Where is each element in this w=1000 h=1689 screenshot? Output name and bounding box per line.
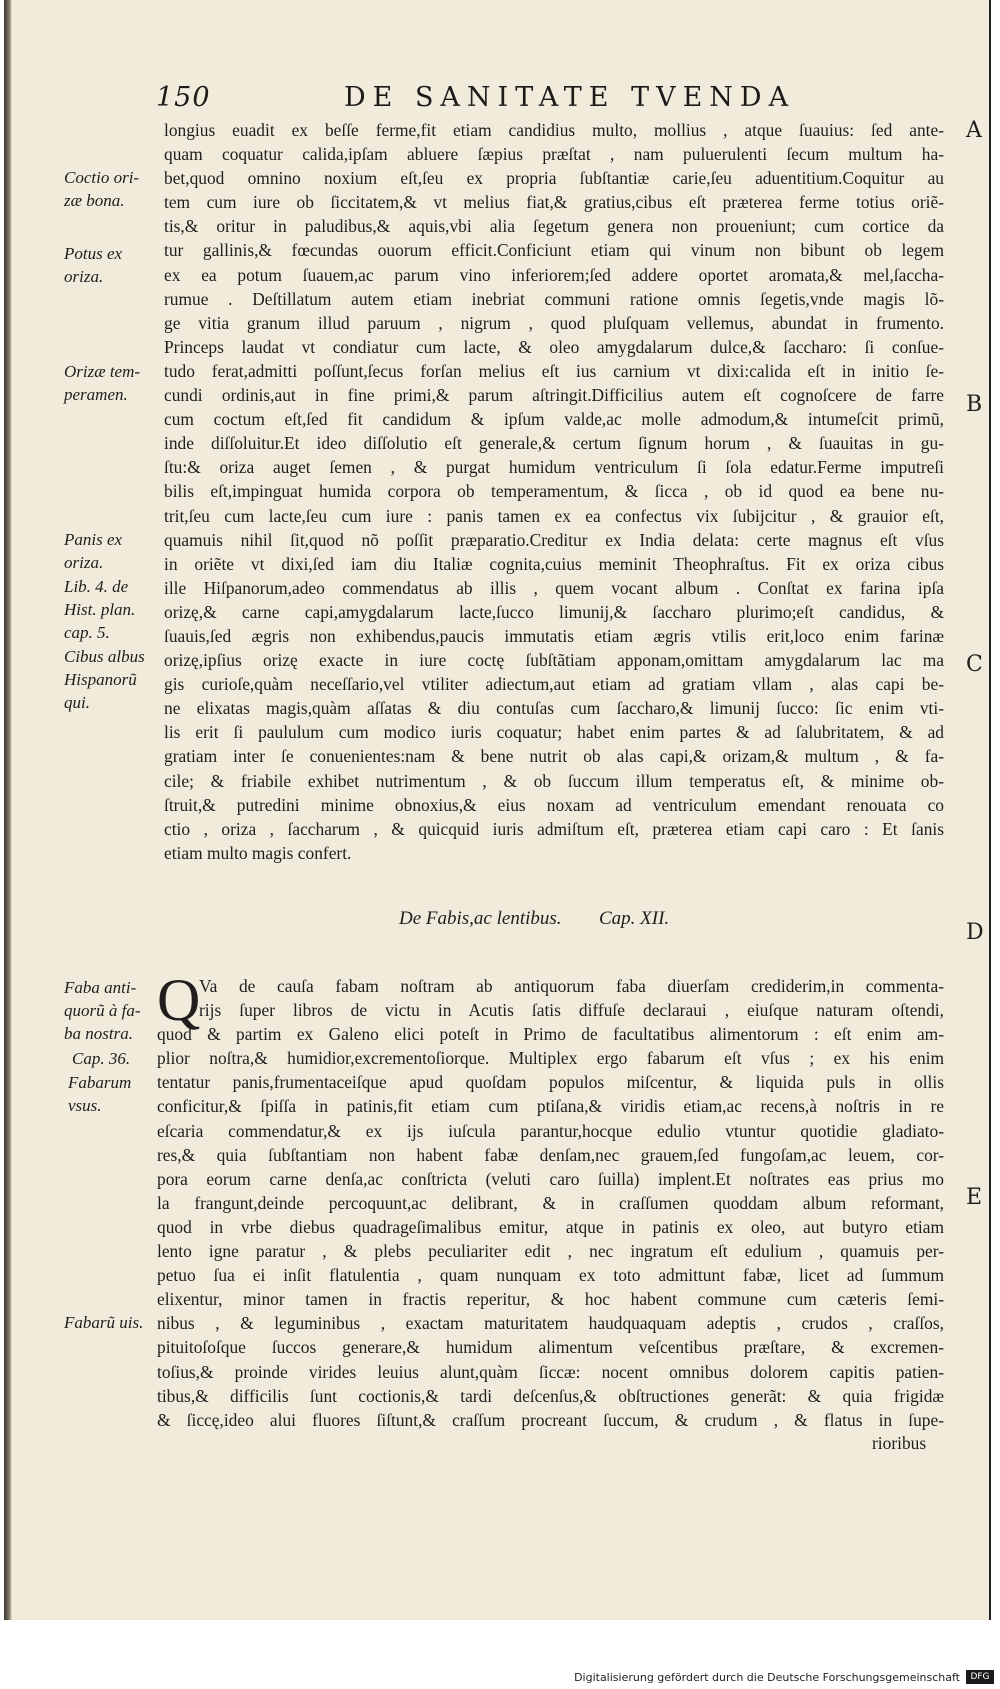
text-line: longius euadit ex beſſe ferme,fit etiam candidius multo, mollius , atque ſuauius: ſed ante- [164,120,944,140]
text-line: & ſiccę,ideo alui fluores ſiſtunt,& craſſum procreant ſuccum, & crudum , & flatus in ſupe- [157,1409,944,1430]
text-line: lis erit ſi paululum cum modico iuris coquatur; habet enim partes & ad ſalubritatem, & ad [164,722,944,743]
catchword: rioribus [872,1433,927,1453]
margin-note-line: oriza. [64,267,104,286]
chapter-number: Cap. XII. [599,908,670,929]
text-line: ſtruit,& putredini minime obnoxius,& eius noxam ad ventriculum emendant renouata co [164,794,944,815]
text-line: toſius,& proinde virides leuius alunt,quàm ſiccæ: nocent omnibus dolorem capitis patien- [157,1361,944,1382]
margin-note-potus [64,242,164,288]
margin-note-faba [64,976,164,1045]
text-line: pituitoſoſque ſuccos generare,& humidum alimentum veſcentibus præſtare, & excremen- [157,1337,944,1358]
text-line: conficitur,& ſpiſſa in patinis,fit etiam cum ptiſana,& viridis etiam,ac recens,à noſtris in re [157,1096,944,1117]
text-line: rijs ſuper libros de victu in Acutis ſatis diffuſe declaraui , eiuſque naturam oſtendi, [199,1000,944,1021]
margin-note-line: Cibus albus [64,647,145,666]
text-line: ſtu:& oriza auget ſemen , & purgat humidum ventriculum ſi ſola edatur.Ferme imputreſi [164,457,944,478]
margin-note-line: Hist. plan. [64,600,136,619]
section-letter-d: D [966,920,984,945]
text-line: quod & partim ex Galeno elici poteſt in Primo de facultatibus alimentorum : eſt enim am- [157,1024,944,1045]
drop-cap: Q [157,967,201,1033]
text-line: tur gallinis,& fœcundas ouorum efficit.Conficiunt etiam qui vinum non bibunt ob legem [164,240,944,261]
running-title: DE SANITATE TVENDA [344,82,796,113]
text-line: gratiam inter ſe conuenientes:nam & bene nutrit ob alas capi,& orizam,& multum , & fa- [164,746,944,767]
text-line: ctio , oriza , ſaccharum , & quicquid iuris admiſtum eſt, præterea etiam capi caro : Et ſanis [164,818,944,839]
section-letter-e: E [966,1185,983,1210]
book-page [4,0,991,1620]
text-line: inde diſſoluitur.Et ideo diſſolutio eſt generale,& certum ſignum horum , & ſuauitas in gu- [164,433,944,454]
margin-note-line: Fabarũ uis. [64,1313,144,1332]
text-line: petuo ſua ei inſit flatulentia , quam nunquam ex toto admittunt fabæ, licet ad ſummum [157,1265,944,1286]
text-line: cile; & friabile exhibet nutrimentum , & ob ſuccum illum temperatus eſt, & minime ob- [164,770,944,791]
page-gutter-shadow [4,0,12,1620]
margin-note-line: Orizæ tem- [64,362,141,381]
digitization-footer [0,1668,1000,1689]
margin-note-line: Faba anti- [64,978,137,997]
margin-note-panis [64,528,164,574]
text-line: rumue . Deſtillatum autem etiam inebriat communi ratione omnis ſegetis,vnde magis lõ- [164,288,944,309]
text-line: etiam multo magis confert. [164,842,352,863]
margin-note-coctio [64,166,164,212]
margin-note-line: oriza. [64,553,104,572]
margin-note-lib [64,575,164,644]
text-line: gis curioſe,quàm neceſſario,vel vtiliter adiectum,aut etiam ad gratiam vllam , alas capi be- [164,674,944,695]
text-line: Princeps laudat vt condiatur cum lacte, & oleo amygdalarum dulce,& ſaccharo: ſi conſue- [164,336,944,357]
section-letter-a: A [966,118,982,143]
margin-note-cibus [64,645,164,714]
margin-note-line: zæ bona. [64,191,125,210]
text-line: nibus , & leguminibus , exactam maturitatem haudquaquam adeptis , crudos , craſſos, [157,1313,944,1334]
text-line: lento igne paratur , & plebs peculiariter edit , nec ingratum eſt edulium , quamuis per- [157,1241,944,1262]
margin-note-line: Panis ex [64,530,123,549]
margin-note-fabarum-vsus [68,1071,168,1117]
footer-credit: Digitalisierung gefördert durch die Deutsche Forschungsgemeinschaft [574,1671,960,1684]
text-line: plior noſtra,& humidior,excrementoſiorque. Multiplex ergo fabarum eſt vſus ; ex his enim [157,1048,944,1069]
text-line: quamuis nihil ſit,quod nõ poſſit præparatio.Creditur ex India delata: certe magnus eſt vſus [164,529,944,550]
margin-note-line: Cap. 36. [72,1049,131,1068]
text-line: pora eorum carne denſa,ac conſtricta (veluti caro ſuilla) implent.Et noſtrates eas prius mo [157,1168,944,1189]
text-line: bilis eſt,impinguat humida corpora ob temperamentum, & ſicca , ob id quod ea bene nu- [164,481,944,502]
section-letter-c: C [966,652,983,677]
body-text-section-1 [164,118,944,865]
margin-note-line: vsus. [68,1096,102,1115]
text-line: res,& quia ſubſtantiam non habent fabæ denſam,nec grauem,ſed fungoſam,ac leuem, cor- [157,1144,944,1165]
text-line: Va de cauſa fabam noſtram ab antiquorum faba diuerſam crediderim,in commenta- [199,976,944,996]
text-line: ſuauis,ſed ægris non exhibendus,paucis immutatis etiam ægris vtilis erit,loco enim farinæ [164,625,944,646]
text-line: in oriẽte vt dixi,ſed iam diu Italiæ cognita,cuius meminit Theophraſtus. Fit ex oriza cibus [164,553,944,574]
section-letter-b: B [966,392,983,417]
page-number: 150 [156,82,211,113]
margin-note-line: peramen. [64,385,128,404]
margin-note-line: quorũ à fa- [64,1001,141,1020]
text-line: tis,& oritur in paludibus,& aquis,vbi alia ſegetum genera non proueniunt; cum cortice da [164,216,944,237]
dfg-logo: DFG [966,1670,994,1684]
margin-note-line: ba nostra. [64,1024,133,1043]
text-line: cundi ordinis,aut in fine primi,& parum aſtringit.Difficilius autem eſt cognoſcere de farre [164,385,944,406]
text-line: orizę,& carne capi,amygdalarum lacte,ſucco limunij,& ſaccharo plurimo;eſt candidus, & [164,601,944,622]
text-line: cum coctum eſt,ſed fit candidum & ipſum valde,ac molle admodum,& intumeſcit primũ, [164,409,944,430]
margin-note-fabarum-uis [64,1311,164,1334]
text-line: elixentur, minor tamen in fractis reperitur, & hoc habent commune cum cæteris ſemi- [157,1289,944,1310]
text-line: trit,ſeu cum lacte,ſeu cum iure : panis tamen ex ea confectus vix ſubijcitur , & grauior eſt, [164,505,944,526]
text-line: quam coquatur calida,ipſam abluere ſæpius præſtat , nam puluerulenti ſecum multum ha- [164,144,944,165]
text-line: bet,quod omnino noxium eſt,ſeu ex propria ſubſtantiæ carie,ſeu aduentitium.Coquitur au [164,168,944,189]
chapter-title: De Fabis,ac lentibus. [399,908,562,929]
text-line: tibus,& difficilis ſunt coctionis,& tardi deſcenſus,& obſtructiones generãt: & quia frigidæ [157,1385,944,1406]
body-text-section-2 [157,967,944,1432]
text-line: ille Hiſpanorum,adeo commendatus ab illis , quem vocant album . Conſtat ex farina ipſa [164,577,944,598]
text-line: ex ea potum ſuauem,ac parum vino inferiorem;ſed addere oportet aromata,& mel,ſaccha- [164,264,944,285]
text-line: eſcaria commendatur,& ex ijs iuſcula parantur,hocque edulio vtuntur quotidie gladiato- [157,1120,944,1141]
text-line: quod in vrbe diebus quadrageſimalibus emitur, atque in patinis ex oleo, aut butyro etiam [157,1216,944,1237]
margin-note-line: cap. 5. [64,623,110,642]
margin-note-line: Hispanorũ [64,670,137,689]
text-line: tudo ferat,admitti poſſunt,ſecus forſan melius eſt ius carnium vt dixi:calida eſt in initio ſe- [164,360,944,381]
running-header [4,82,989,112]
margin-note-line: Fabarum [68,1073,132,1092]
text-line: la frangunt,deinde percoquunt,ac delibrant, & in craſſumen quoddam album reformant, [157,1192,944,1213]
text-line: orizę,ipſius orizę exacte in iure coctę ſubſtãtiam apponam,omittam amygdalarum lac ma [164,650,944,671]
margin-note-line: Lib. 4. de [64,577,129,596]
margin-note-line: Potus ex [64,244,123,263]
text-line: ne elixatas magis,quàm aſſatas & diu contuſas cum ſaccharo,& limunij ſucco: ſic enim vti- [164,698,944,719]
text-line: tem cum iure ob ſiccitatem,& vt melius fiat,& gratius,cibus eſt præterea ferme totius oriẽ- [164,192,944,213]
margin-note-line: qui. [64,693,90,712]
text-line: tentatur panis,frumentaceiſque apud quoſdam populos miſcentur, & liquida puls in ollis [157,1072,944,1093]
margin-note-line: Coctio ori- [64,168,140,187]
margin-note-temperamen [64,360,164,406]
text-line: ge vitia granum illud paruum , nigrum , quod pluſquam vellemus, abundat in frumento. [164,312,944,333]
